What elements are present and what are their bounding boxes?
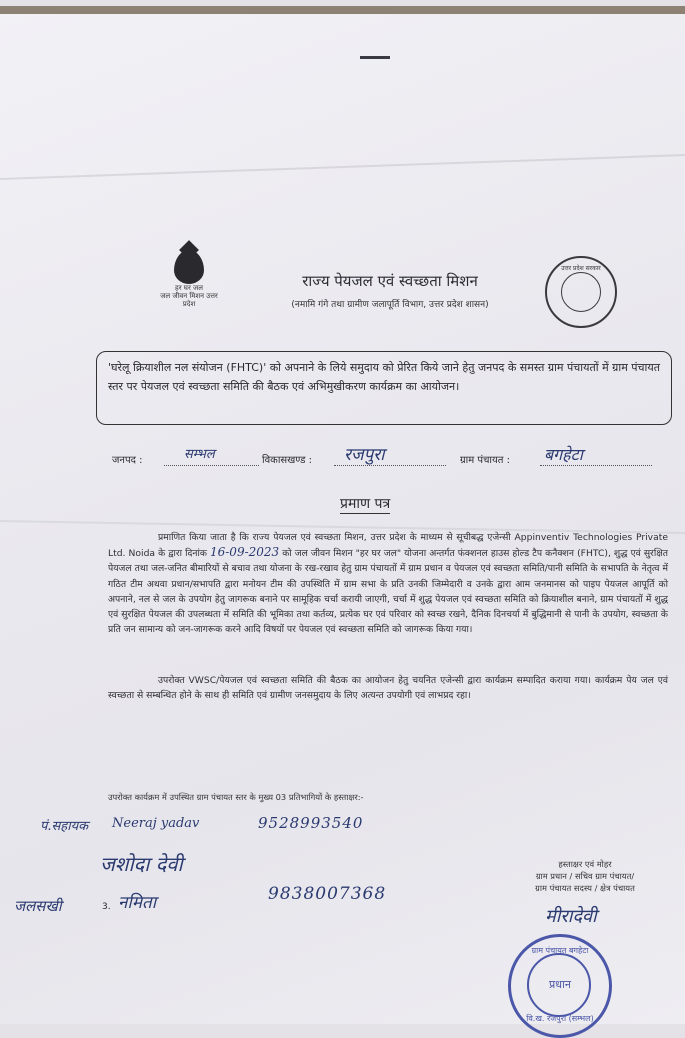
participant-3-name: नमिता — [118, 893, 157, 913]
program-date: 16-09-2023 — [209, 545, 280, 560]
block-label: विकासखण्ड : — [262, 455, 313, 466]
block-value: रजपुरा — [344, 445, 385, 465]
signature-block — [495, 858, 675, 894]
certificate-body-2 — [108, 673, 668, 703]
participants-intro: उपरोक्त कार्यक्रम में उपस्थित ग्राम पंचायत स्तर के मुख्य 03 प्रतिभागियों के हस्ताक्षर:- — [108, 792, 364, 802]
organization-header — [240, 271, 540, 310]
stamp-bottom-text: वि.ख. रजपुरा (सम्भल) — [526, 1014, 594, 1023]
logo-tagline: हर घर जल — [175, 284, 203, 292]
panchayat-value: बगहेटा — [544, 445, 583, 464]
subject-text: 'घरेलू क्रियाशील नल संयोजन (FHTC)' को अपनाने के लिये समुदाय को प्रेरित किये जाने हेतु जनपद के समस्त ग्राम पंचायतों में ग्राम पंचायत स्तर पर पेयजल एवं स्वच्छता समिति की बैठक एवं अभिमुखीकरण कार्यक्रम का आयोजन। — [108, 361, 660, 393]
org-title: राज्य पेयजल एवं स्वच्छता मिशन — [302, 272, 478, 290]
staple-mark — [360, 56, 390, 59]
location-fields — [112, 446, 672, 476]
district-line — [164, 464, 259, 466]
para1-intro: प्रमाणित किया जाता है कि राज्य पेयजल एवं स्वच्छता मिशन, उत्तर प्रदेश के माध्यम से सूचीबद्ध एजेन्सी Appinventiv Technologies Private Ltd. Noida के द्वारा दिनांक — [108, 532, 668, 560]
participant-3-number: 3. — [102, 902, 111, 912]
certificate-body — [108, 530, 668, 637]
top-edge — [0, 6, 685, 14]
participant-3-prefix: जलसखी — [14, 897, 62, 915]
para1-rest: को जल जीवन मिशन "हर घर जल" योजना अन्तर्गत फंक्शनल हाउस होल्ड टैप कनैक्शन (FHTC), शुद्ध एवं सुरक्षित पेयजल तथा जल-जनित बीमारियों से बचाव तथा योजना के रख-रखाव हेतु ग्राम पंचायतों में ग्राम प्रधान व पेयजल एवं स्वच्छता समिति/पानी समिति के सभापति के नेतृत्व में गठित टीम अथवा प्रधान/सभापति द्वारा मनोयन टीम की उपस्थिति में ग्राम सभा के प्रति उनकी जिम्मेदारी व उनके द्वारा आम जनमानस को पाइप पेयजल आपूर्ति को अपनाने, नल से जल के उपयोग हेतु जागरूक बनाने पर सामूहिक चर्चा करायी जाएगी, चर्चा में शुद्ध पेयजल एवं स्वच्छता समिति को क्रियाशील बनाने, ग्राम पंचायतों में शुद्ध एवं सुरक्षित पेयजल की उपलब्धता में समिति की भूमिका तथा कर्तव्य, प्रत्येक घर एवं परिवार को स्वच्छ रखने, दैनिक दिनचर्या में बुद्धिमानी से पानी के उपयोग, स्वच्छता के प्रति जन सामान्य को जन-जागरूक करने आदि विषयों पर पेयजल एवं स्वच्छता समिति को जागरूक किया गया। — [108, 548, 669, 636]
participant-1-prefix: पं.सहायक — [40, 819, 89, 834]
panchayat-label: ग्राम पंचायत : — [460, 455, 511, 466]
stamp-ring-text: ग्राम पंचायत बगहेटा — [531, 946, 589, 955]
emblem-icon — [561, 272, 601, 312]
district-label: जनपद : — [112, 455, 143, 466]
signature-line-2: ग्राम प्रधान / सचिव ग्राम पंचायत/ — [535, 871, 635, 881]
signature-line-3: ग्राम पंचायत सदस्य / क्षेत्र पंचायत — [535, 883, 635, 893]
participant-2-name: जशोदा देवी — [100, 852, 183, 876]
district-value: सम्भल — [184, 447, 215, 462]
participant-1-name: Neeraj yadav — [112, 816, 200, 831]
har-ghar-jal-logo — [158, 250, 220, 308]
emblem-text: उत्तर प्रदेश सरकार — [561, 265, 601, 272]
para2: उपरोक्त VWSC/पेयजल एवं स्वच्छता समिति की बैठक का आयोजन हेतु चयनित एजेन्सी द्वारा कार्यक्रम सम्पादित कराया गया। कार्यक्रम पेय जल एवं स्वच्छता से सम्बन्धित होने के साथ ही समिति एवं ग्रामीण जनसमुदाय के लिए अत्यन्त उपयोगी एवं लाभप्रद रहा। — [108, 675, 668, 701]
panchayat-stamp — [508, 934, 612, 1038]
up-government-emblem — [545, 256, 617, 328]
water-drop-icon — [174, 250, 204, 284]
org-subtitle: (नमामि गंगे तथा ग्रामीण जलापूर्ति विभाग, उत्तर प्रदेश शासन) — [291, 300, 489, 310]
logo-subtitle: जल जीवन मिशन उत्तर प्रदेश — [160, 292, 218, 308]
official-signature: मीरादेवी — [545, 906, 597, 927]
paper-crease — [0, 154, 685, 180]
signature-line-1: हस्ताक्षर एवं मोहर — [558, 859, 612, 869]
stamp-center-text: प्रधान — [549, 978, 571, 991]
document-page — [0, 6, 685, 1024]
participant-1-phone: 9528993540 — [258, 814, 364, 832]
participant-3-phone: 9838007368 — [268, 884, 387, 904]
certificate-title: प्रमाण पत्र — [340, 496, 391, 512]
